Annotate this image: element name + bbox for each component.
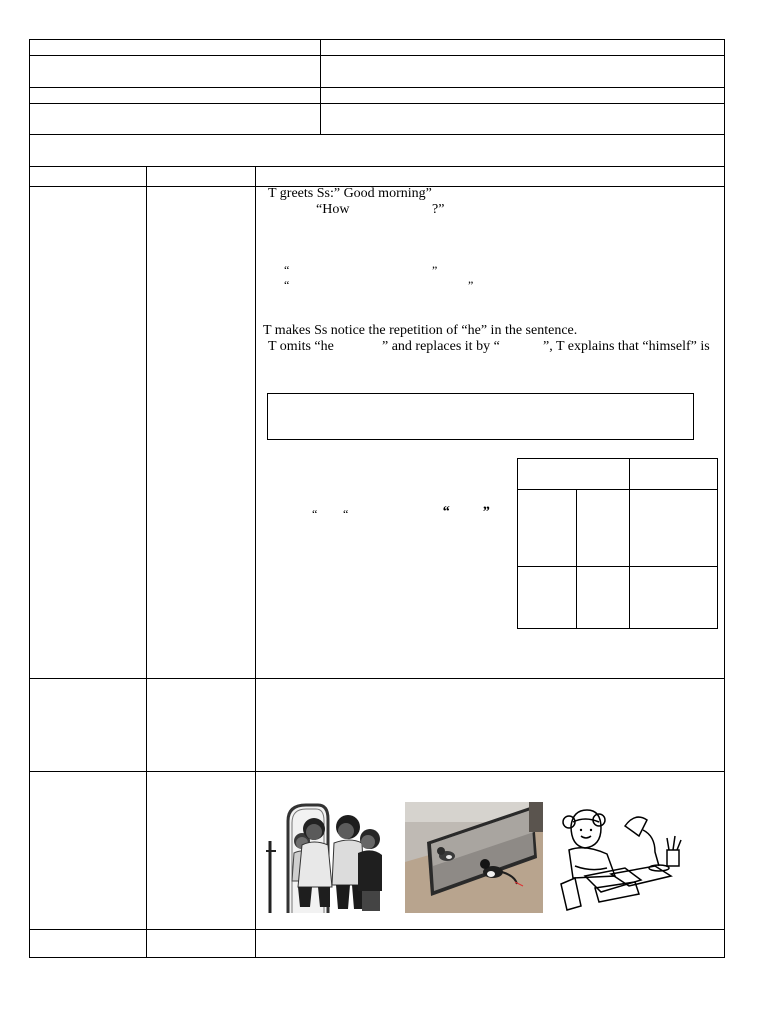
omit-line-part3: ”, T explains that “himself” is xyxy=(543,339,710,354)
quote-mark: “ xyxy=(284,263,290,277)
header-column-divider xyxy=(320,39,321,134)
pronoun-grid xyxy=(517,458,718,629)
column-divider xyxy=(146,166,147,958)
row-divider xyxy=(29,678,725,679)
grid-row-divider xyxy=(517,566,718,567)
girl-studying-picture xyxy=(555,806,686,913)
kitten-at-mirror-photo xyxy=(405,802,543,913)
quote-mark: “ xyxy=(284,278,290,292)
grid-column-divider xyxy=(629,458,630,629)
row-divider xyxy=(29,55,725,56)
row-divider xyxy=(29,87,725,88)
quote-mark: ” xyxy=(482,504,490,520)
omit-line-part1: T omits “he xyxy=(268,339,334,354)
grid-row-divider xyxy=(517,489,718,490)
greeting-line: T greets Ss:” Good morning” xyxy=(268,186,432,201)
children-at-mirror-picture xyxy=(266,801,394,913)
row-divider xyxy=(29,166,725,167)
row-divider xyxy=(29,103,725,104)
column-divider xyxy=(255,166,256,958)
how-question-start: “How xyxy=(316,202,350,217)
quote-mark: “ xyxy=(343,507,349,521)
how-question-end: ?” xyxy=(432,202,445,217)
row-divider xyxy=(29,771,725,772)
row-divider xyxy=(29,929,725,930)
notice-line: T makes Ss notice the repetition of “he” in the sentence. xyxy=(263,323,578,338)
quote-mark: ” xyxy=(432,263,438,277)
quote-mark: “ xyxy=(442,504,450,520)
example-box xyxy=(267,393,694,440)
quote-mark: “ xyxy=(312,507,318,521)
omit-line-part2: ” and replaces it by “ xyxy=(382,339,500,354)
row-divider xyxy=(29,134,725,135)
quote-mark: ” xyxy=(468,278,474,292)
grid-column-divider xyxy=(576,489,577,629)
